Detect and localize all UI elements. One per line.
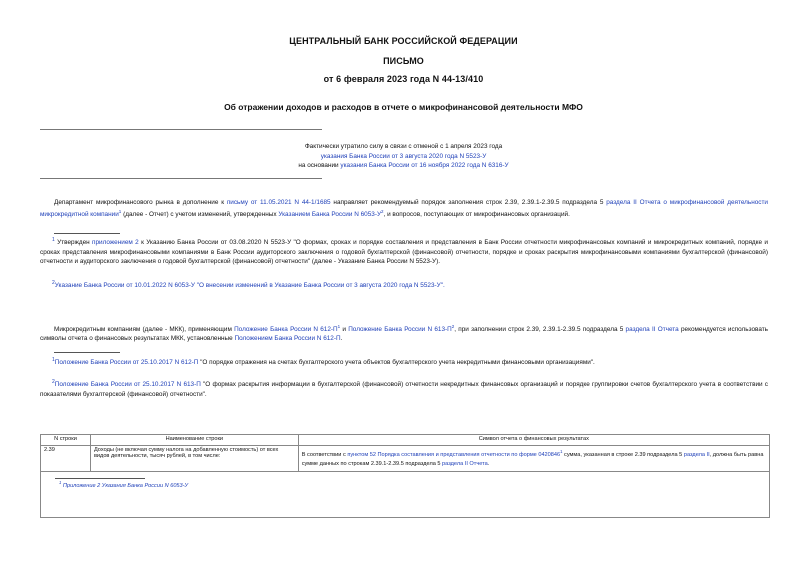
link-point-52[interactable]: пунктом 52 Порядка составления и представления отчетности по форме 0420846 (347, 451, 561, 458)
para1-text-2: направляет рекомендуемый порядок заполнения строк 2.39, 2.39.1-2.39.5 подраздела 5 (330, 199, 607, 206)
footnote-1-mark: 1 (52, 237, 55, 243)
status-link-5523[interactable]: указания Банка России от 3 августа 2020 года N 5523-У (320, 152, 487, 160)
para2-text-3: , при заполнении строк 2.39, 2.39.1-2.39.5 подраздела 5 (454, 326, 626, 334)
link-polozhenie-612[interactable]: Положение Банка России N 612-П (234, 326, 338, 334)
table-footnote-ref[interactable]: 1 (560, 449, 563, 454)
link-report-section-2[interactable]: раздела II Отчета о микрофинансовой деятельности микрокредитной компании (40, 199, 768, 219)
para2-text-2: и (340, 326, 349, 334)
doc-type-heading: ПИСЬМО (383, 56, 424, 66)
row-symbol-text-4: . (487, 460, 490, 467)
separator-bottom (40, 178, 322, 179)
status-line-1: Фактически утратило силу в связи с отменой с 1 апреля 2023 года (304, 143, 503, 150)
separator-top (40, 129, 322, 130)
para2-text-1: Микрокредитным компаниям (далее - МКК), применяющим (54, 326, 235, 334)
para1-text-1: Департамент микрофинансового рынка в дополнение к (54, 199, 227, 206)
link-ukazanie-6053-full[interactable]: Указание Банка России от 10.01.2022 N 6053-У "О внесении изменений в Указание Банка России от 3 августа 2020 года N 5523-У". (54, 282, 445, 290)
table-footnote-mark: 1 (59, 480, 62, 485)
footnote-4 (40, 378, 768, 399)
table-footnote (59, 480, 188, 489)
status-notice (0, 142, 807, 171)
row-name: Доходы (не включая сумму налога на добавленную стоимость) от всех видов деятельности, тысяч рублей, в том числе: (90, 446, 298, 472)
footnote-separator-2 (54, 352, 120, 353)
footnote-4-mark: 2 (52, 379, 55, 385)
link-polozhenie-612-b[interactable]: Положением Банка России N 612-П (234, 335, 341, 343)
link-ukazanie-6053[interactable]: Указанием Банка России N 6053-У (278, 211, 382, 219)
issuer-heading: ЦЕНТРАЛЬНЫЙ БАНК РОССИЙСКОЙ ФЕДЕРАЦИИ (289, 36, 518, 46)
link-polozhenie-613-full[interactable]: Положение Банка России от 25.10.2017 N 613-П (54, 381, 201, 389)
footnote-3 (40, 356, 768, 368)
link-appendix-2-6053[interactable]: Приложение 2 Указания Банка России N 6053-У (62, 482, 189, 489)
footnote-4-text: "О формах раскрытия информации в бухгалтерской (финансовой) отчетности некредитных финансовых организаций и порядке группировки счетов бухгалтерского учета в соответствии с показателями бухгалтерской (финансовой) отчетности". (40, 381, 768, 398)
table-row (41, 446, 770, 472)
link-section-2-report[interactable]: раздела II Отчета (442, 460, 488, 467)
para1-text-3: (далее - Отчет) с учетом изменений, утвержденных (121, 211, 279, 219)
date-number-heading: от 6 февраля 2023 года N 44-13/410 (323, 74, 484, 84)
paragraph-2 (40, 322, 768, 344)
link-report-section-2-b[interactable]: раздела II Отчета (625, 326, 679, 334)
status-link-6316[interactable]: указания Банка России от 16 ноября 2022 года N 6316-У (340, 162, 509, 169)
footnote-1-text-1: Утвержден (54, 239, 93, 247)
para2-text-5: . (340, 335, 343, 343)
status-line-3-prefix: на основании (298, 162, 341, 169)
footnote-3-mark: 1 (52, 357, 55, 363)
link-letter-44-1-1685[interactable]: письму от 11.05.2021 N 44-1/1685 (226, 199, 331, 206)
footnote-ref-p2-2[interactable]: 2 (451, 324, 455, 329)
symbols-table (40, 434, 770, 472)
link-section-2[interactable]: раздела II (683, 451, 710, 458)
footnote-3-text: "О порядке отражения на счетах бухгалтерского учета объектов бухгалтерского учета некредитными финансовыми организациями". (198, 359, 595, 367)
table-header-row (41, 435, 770, 446)
footnote-1 (40, 236, 768, 267)
page-title: Об отражении доходов и расходов в отчете о микрофинансовой деятельности МФО (224, 102, 583, 112)
link-polozhenie-612-full[interactable]: Положение Банка России от 25.10.2017 N 612-П (54, 359, 199, 367)
link-polozhenie-613[interactable]: Положение Банка России N 613-П (348, 326, 452, 334)
table-footnote-separator (55, 478, 145, 479)
link-appendix-2[interactable]: приложением 2 (92, 239, 139, 247)
table-header-cell: Наименование строки (90, 435, 298, 446)
para1-text-4: , и вопросов, поступающих от микрофинансовых организаций. (383, 211, 570, 219)
row-symbol-text-2: сумма, указанная в строке 2.39 подраздела 5 (562, 451, 684, 458)
table-header-cell: N строки (41, 435, 91, 446)
status-line-3 (0, 161, 807, 171)
footnote-separator-1 (54, 233, 120, 234)
paragraph-1 (40, 198, 768, 220)
table-footnote-box (40, 470, 770, 518)
row-symbol-text-3: , должна быть равна сумме данных по строкам 2.39.1-2.39.5 подраздела 5 (301, 451, 764, 467)
row-symbol (298, 446, 769, 472)
footnote-ref-2[interactable]: 2 (381, 209, 384, 215)
para2-text-4: рекомендуется использовать символы отчета о финансовых результатах МКК, установленные (40, 326, 769, 343)
footnote-2-mark: 2 (52, 280, 55, 286)
row-symbol-text-1: В соответствии с (301, 451, 348, 458)
footnote-ref-1[interactable]: 1 (118, 209, 122, 215)
footnote-1-text-2: к Указанию Банка России от 03.08.2020 N 5523-У "О формах, сроках и порядке составления и представления в Банк России отчетности микрофинансовых компаний и микрокредитных компаний, порядке и сроках представления микрофинансовыми компаниями в Банк России аудиторского заключения о годовой бухгалтерской (финансовой) отчетности, порядке и сроках раскрытия микрофинансовыми компаниями бухгалтерской (финансовой) отчетности и аудиторского заключения о годовой бухгалтерской (финансовой) отчетности" (далее - Указание Банка России N 5523-У). (40, 239, 769, 266)
table-header-cell: Символ отчета о финансовых результатах (298, 435, 769, 446)
footnote-ref-p2-1[interactable]: 1 (337, 324, 341, 329)
row-number: 2.39 (41, 446, 91, 472)
footnote-2 (40, 279, 768, 291)
